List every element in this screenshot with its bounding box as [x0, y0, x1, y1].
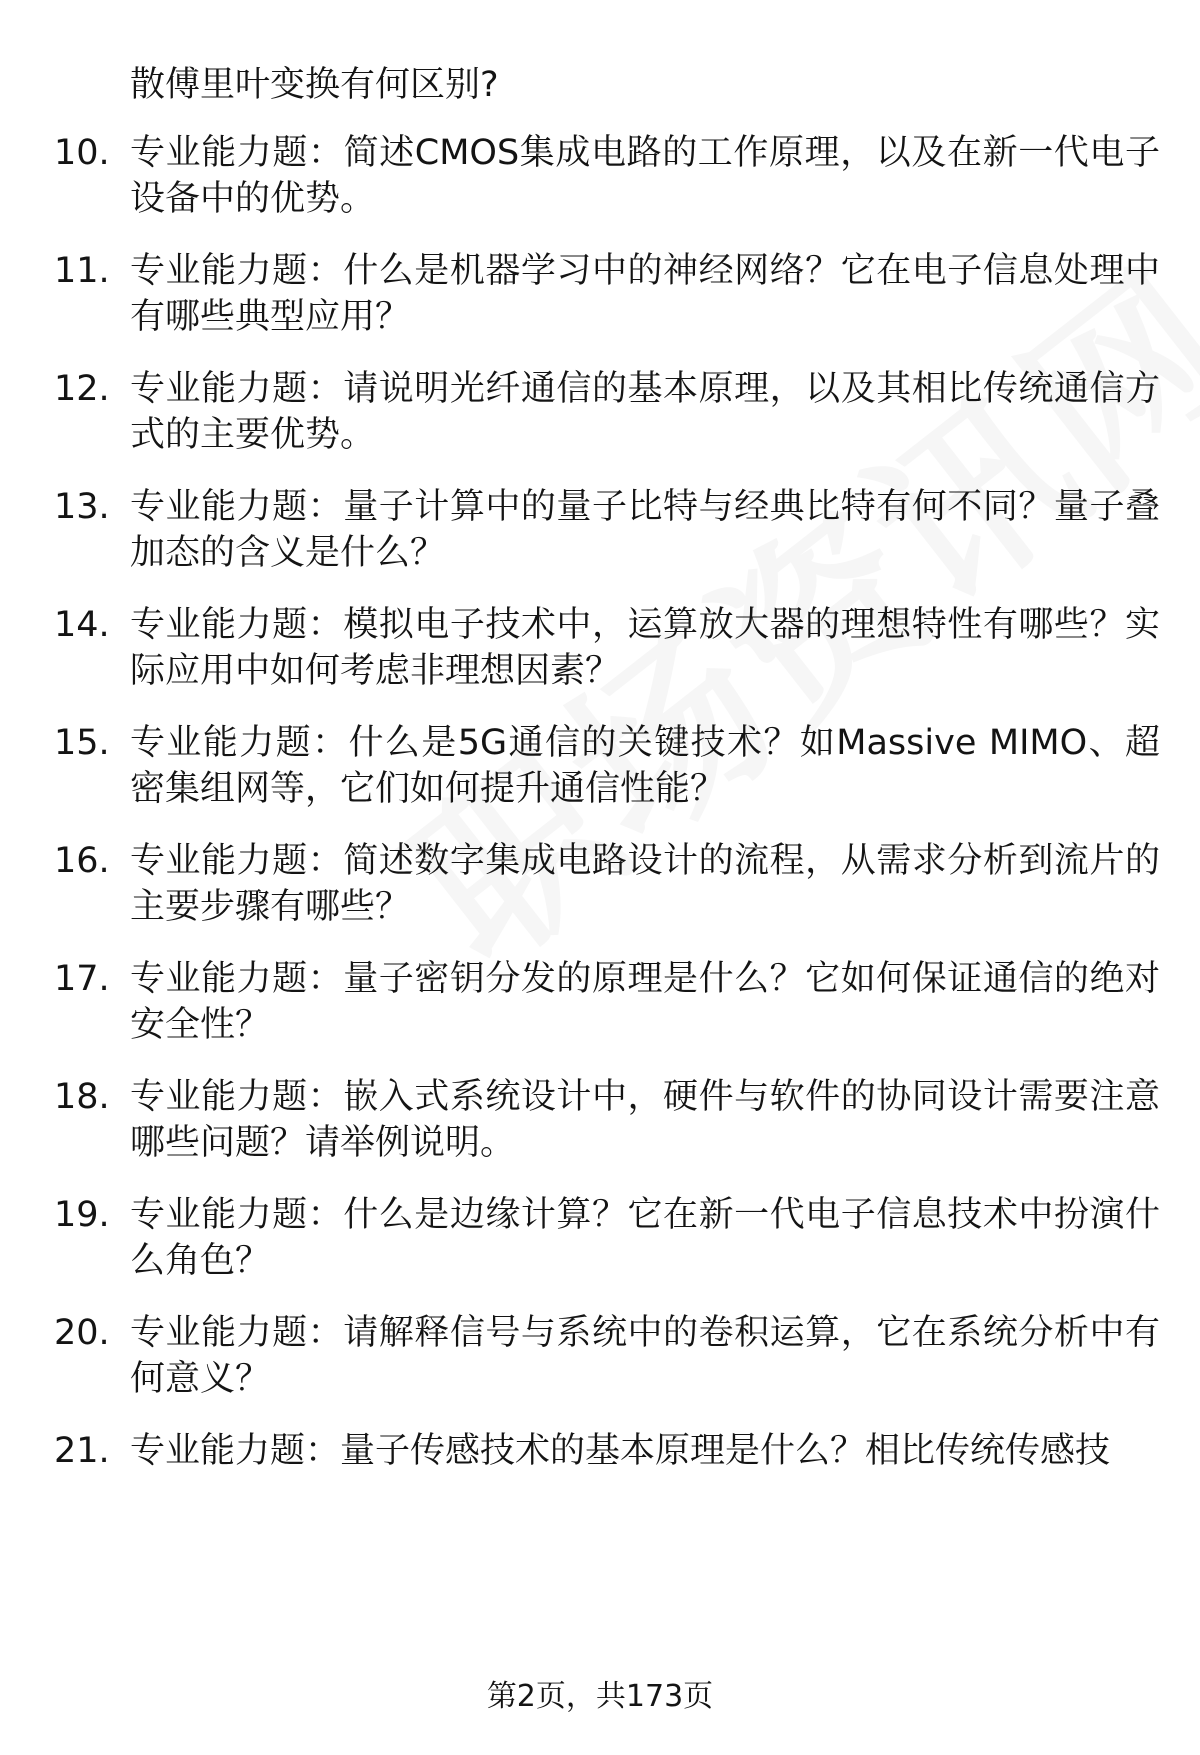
question-number: 14. — [54, 605, 110, 645]
question-text: 专业能力题：嵌入式系统设计中，硬件与软件的协同设计需要注意哪些问题？请举例说明。 — [130, 1077, 1160, 1163]
question-text: 专业能力题：量子密钥分发的原理是什么？它如何保证通信的绝对安全性？ — [130, 959, 1160, 1045]
question-text: 专业能力题：量子传感技术的基本原理是什么？相比传统传感技 — [130, 1431, 1111, 1471]
question-number: 12. — [54, 369, 110, 409]
question-text: 专业能力题：简述数字集成电路设计的流程，从需求分析到流片的主要步骤有哪些？ — [130, 841, 1160, 927]
question-text: 专业能力题：什么是5G通信的关键技术？如Massive MIMO、超密集组网等，它们如何提升通信性能？ — [130, 723, 1160, 809]
question-text: 专业能力题：量子计算中的量子比特与经典比特有何不同？量子叠加态的含义是什么？ — [130, 487, 1160, 573]
question-number: 18. — [54, 1077, 110, 1117]
question-number: 16. — [54, 841, 110, 881]
continuation-text: 散傅里叶变换有何区别? — [130, 65, 499, 105]
question-number: 13. — [54, 487, 110, 527]
question-number: 10. — [54, 133, 110, 173]
question-text: 专业能力题：什么是机器学习中的神经网络？它在电子信息处理中有哪些典型应用？ — [130, 251, 1160, 337]
question-number: 19. — [54, 1195, 110, 1235]
question-text: 专业能力题：什么是边缘计算？它在新一代电子信息技术中扮演什么角色？ — [130, 1195, 1160, 1281]
question-text: 专业能力题：请解释信号与系统中的卷积运算，它在系统分析中有何意义？ — [130, 1313, 1160, 1399]
page-footer: 第2页，共173页 — [486, 1679, 714, 1714]
question-text: 专业能力题：简述CMOS集成电路的工作原理，以及在新一代电子设备中的优势。 — [130, 133, 1160, 219]
question-number: 21. — [54, 1431, 110, 1471]
question-number: 17. — [54, 959, 110, 999]
question-text: 专业能力题：请说明光纤通信的基本原理，以及其相比传统通信方式的主要优势。 — [130, 369, 1160, 455]
question-number: 15. — [54, 723, 110, 763]
question-number: 11. — [54, 251, 110, 291]
question-text: 专业能力题：模拟电子技术中，运算放大器的理想特性有哪些？实际应用中如何考虑非理想因素？ — [130, 605, 1160, 691]
question-number: 20. — [54, 1313, 110, 1353]
